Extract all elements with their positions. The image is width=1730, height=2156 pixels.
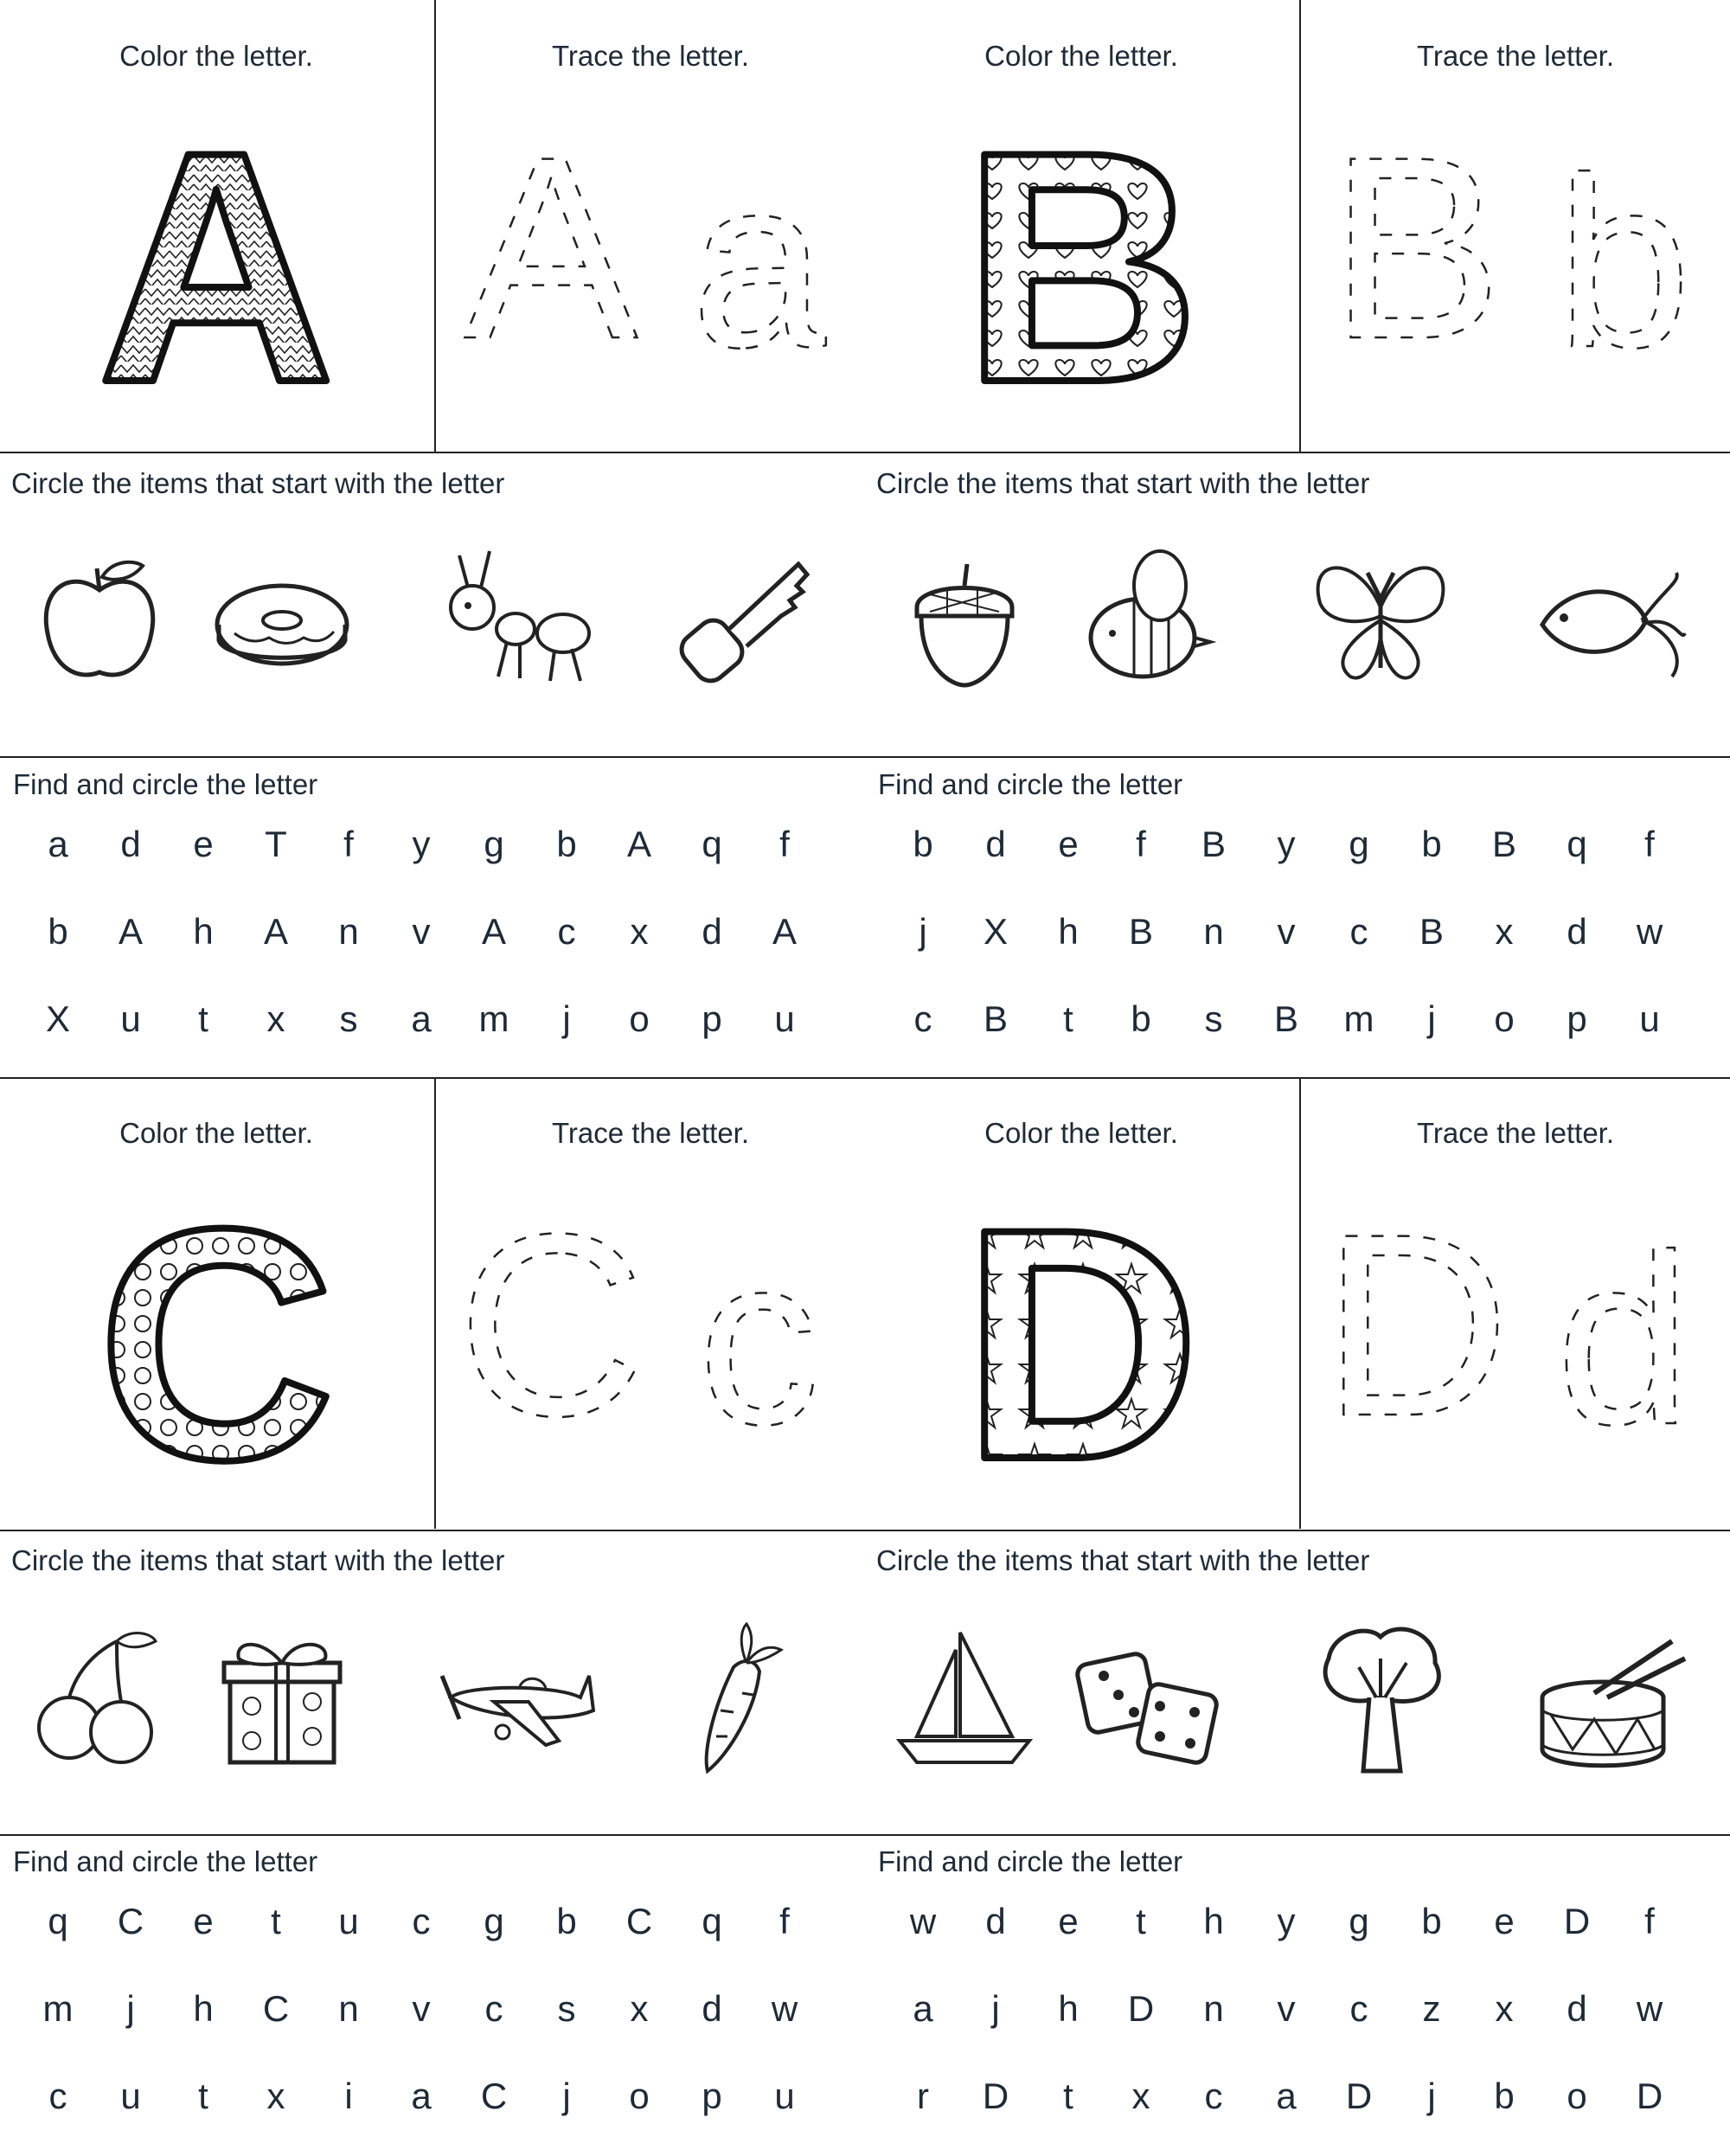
grid-letter[interactable]: s — [557, 1988, 576, 2029]
grid-letter[interactable]: j — [991, 1988, 1000, 2029]
grid-letter[interactable]: x — [1495, 911, 1514, 952]
grid-letter[interactable]: q — [702, 1901, 722, 1941]
grid-letter[interactable]: s — [339, 998, 358, 1039]
grid-letter[interactable]: D — [982, 2076, 1009, 2116]
color-instruction: Color the letter. — [984, 40, 1178, 72]
grid-letter[interactable]: h — [1058, 1988, 1079, 2029]
grid-letter[interactable]: v — [412, 1988, 431, 2029]
grid-letter[interactable]: X — [983, 911, 1008, 952]
grid-letter[interactable]: q — [48, 1901, 68, 1941]
grid-letter[interactable]: y — [1277, 824, 1296, 864]
grid-letter[interactable]: a — [1276, 2076, 1297, 2116]
grid-letter[interactable]: w — [909, 1901, 937, 1941]
grid-letter[interactable]: t — [198, 998, 208, 1039]
grid-letter[interactable]: f — [1644, 824, 1655, 864]
grid-letter[interactable]: b — [1131, 998, 1151, 1039]
grid-letter[interactable]: A — [263, 911, 288, 952]
grid-letter[interactable]: b — [556, 1901, 577, 1941]
grid-letter[interactable]: d — [985, 1901, 1006, 1941]
grid-letter[interactable]: b — [556, 824, 577, 864]
grid-letter[interactable]: d — [702, 911, 722, 952]
grid-letter[interactable]: c — [484, 1988, 503, 2029]
grid-letter[interactable]: c — [913, 998, 932, 1039]
grid-letter[interactable]: g — [1349, 1901, 1369, 1941]
grid-letter[interactable]: t — [271, 1901, 281, 1941]
grid-letter[interactable]: d — [120, 824, 141, 864]
trace-letters-d[interactable] — [1299, 1077, 1730, 1529]
grid-letter[interactable]: t — [1063, 998, 1073, 1039]
grid-letter[interactable]: n — [338, 1988, 359, 2029]
outlined-letter-d: D — [962, 1160, 1201, 1528]
grid-letter[interactable]: d — [702, 1988, 722, 2029]
grid-letter[interactable]: h — [1058, 911, 1079, 952]
grid-letter[interactable]: B — [983, 998, 1008, 1039]
big-letter-a[interactable] — [0, 0, 432, 452]
dashed-uppercase-b: B — [1329, 102, 1503, 393]
acorn-icon[interactable] — [882, 538, 1047, 703]
bee-icon[interactable] — [1065, 538, 1229, 703]
grid-letter[interactable]: u — [1639, 998, 1660, 1039]
grid-letter[interactable]: j — [562, 2076, 571, 2116]
dashed-uppercase-a: A — [464, 102, 638, 393]
trace-instruction: Trace the letter. — [551, 40, 750, 72]
trace-letter-c-cell — [434, 1077, 867, 1527]
grid-letter[interactable]: d — [985, 824, 1006, 864]
grid-letter[interactable]: b — [1494, 2076, 1515, 2116]
grid-letter[interactable]: p — [1567, 998, 1587, 1039]
grid-letter[interactable]: x — [266, 2076, 285, 2116]
grid-letter[interactable]: c — [1204, 2076, 1223, 2116]
grid-letter[interactable]: D — [1345, 2076, 1373, 2116]
big-letter-c[interactable] — [0, 1077, 432, 1529]
grid-letter[interactable]: r — [917, 2076, 929, 2116]
letter-grid-d — [865, 1833, 1730, 2153]
color-letter-c-cell — [0, 1077, 432, 1527]
trace-letters-c[interactable] — [434, 1077, 867, 1529]
dashed-uppercase-d: D — [1322, 1179, 1510, 1470]
grid-letter[interactable]: B — [1201, 824, 1226, 864]
trace-instruction: Trace the letter. — [1416, 1117, 1615, 1149]
grid-letter[interactable]: f — [779, 824, 790, 864]
grid-letter[interactable]: h — [193, 911, 214, 952]
dashed-uppercase-c: C — [457, 1179, 645, 1470]
grid-letter[interactable]: y — [1277, 1901, 1296, 1941]
grid-letter[interactable]: e — [1058, 1901, 1079, 1941]
grid-letter[interactable]: B — [1128, 911, 1153, 952]
grid-letter[interactable]: A — [626, 824, 651, 864]
circle-items-instruction: Circle the items that start with the letter — [11, 1544, 505, 1576]
dashed-lowercase-c: c — [698, 1205, 819, 1475]
grid-letter[interactable]: m — [478, 998, 509, 1039]
big-letter-b[interactable] — [865, 0, 1298, 452]
grid-letter[interactable]: g — [484, 1901, 504, 1941]
grid-letter[interactable]: b — [913, 824, 933, 864]
grid-letter[interactable]: q — [1567, 824, 1587, 864]
apple-icon[interactable] — [17, 538, 182, 703]
color-letter-b-cell — [865, 0, 1298, 450]
grid-letter[interactable]: x — [630, 1988, 649, 2029]
grid-letter[interactable]: e — [193, 1901, 214, 1941]
find-letter-instruction: Find and circle the letter — [13, 1845, 318, 1877]
big-letter-d[interactable] — [865, 1077, 1298, 1529]
grid-letter[interactable]: x — [630, 911, 649, 952]
grid-letter[interactable]: a — [48, 824, 68, 864]
grid-letter[interactable]: u — [120, 998, 141, 1039]
grid-letter[interactable]: d — [1567, 911, 1587, 952]
color-letter-d-cell — [865, 1077, 1298, 1527]
grid-letter[interactable]: h — [1203, 1901, 1224, 1941]
gift-icon[interactable] — [200, 1615, 364, 1780]
grid-letter[interactable]: g — [484, 824, 504, 864]
grid-letter[interactable]: b — [48, 911, 68, 952]
find-letter-instruction: Find and circle the letter — [878, 1845, 1183, 1877]
trace-instruction: Trace the letter. — [1416, 40, 1615, 72]
trace-letter-a-cell — [434, 0, 867, 450]
grid-letter[interactable]: p — [702, 998, 722, 1039]
grid-letter[interactable]: i — [344, 2076, 353, 2116]
grid-letter[interactable]: j — [562, 998, 571, 1039]
grid-letter[interactable]: o — [1567, 2076, 1587, 2116]
grid-letter[interactable]: e — [1494, 1901, 1515, 1941]
carrot-icon[interactable] — [660, 1615, 824, 1780]
grid-letter[interactable]: m — [42, 1988, 74, 2029]
grid-letter[interactable]: X — [45, 998, 70, 1039]
grid-letter[interactable]: B — [1491, 824, 1516, 864]
grid-letter[interactable]: x — [1495, 1988, 1514, 2029]
grid-letter[interactable]: h — [193, 1988, 214, 2029]
grid-letter[interactable]: g — [1349, 824, 1369, 864]
butterfly-icon[interactable] — [1298, 538, 1463, 703]
grid-letter[interactable]: j — [1427, 998, 1436, 1039]
letter-grid-b — [865, 756, 1730, 1076]
circle-items-instruction: Circle the items that start with the letter — [876, 1544, 1370, 1576]
grid-letter[interactable]: B — [1419, 911, 1444, 952]
grid-letter[interactable]: p — [702, 2076, 722, 2116]
grid-letter[interactable]: n — [1203, 911, 1224, 952]
fish-icon[interactable] — [1525, 538, 1689, 703]
grid-letter[interactable]: a — [411, 998, 432, 1039]
grid-letter[interactable]: c — [48, 2076, 67, 2116]
grid-letter[interactable]: C — [262, 1988, 290, 2029]
grid-letter[interactable]: u — [774, 998, 795, 1039]
outlined-letter-a: A — [97, 83, 336, 451]
grid-letter[interactable]: c — [412, 1901, 431, 1941]
grid-letter[interactable]: t — [198, 2076, 208, 2116]
grid-letter[interactable]: w — [771, 1988, 798, 2029]
grid-letter[interactable]: B — [1273, 998, 1298, 1039]
grid-letter[interactable]: e — [1058, 824, 1079, 864]
grid-letter[interactable]: y — [412, 824, 431, 864]
grid-letter[interactable]: v — [1277, 1988, 1296, 2029]
color-letter-a-cell — [0, 0, 432, 450]
grid-letter[interactable]: t — [1136, 1901, 1146, 1941]
find-letter-instruction: Find and circle the letter — [878, 768, 1183, 800]
grid-letter[interactable]: f — [1136, 824, 1146, 864]
grid-letter[interactable]: j — [1427, 2076, 1436, 2116]
grid-letter[interactable]: A — [481, 911, 506, 952]
grid-letter[interactable]: a — [913, 1988, 933, 2029]
grid-letter[interactable]: D — [1636, 2076, 1663, 2116]
circle-items-instruction: Circle the items that start with the letter — [876, 467, 1370, 499]
airplane-icon[interactable] — [433, 1615, 598, 1780]
dashed-lowercase-b: b — [1556, 128, 1691, 398]
grid-letter[interactable]: D — [1127, 1988, 1155, 2029]
color-instruction: Color the letter. — [119, 40, 313, 72]
grid-letter[interactable]: f — [1644, 1901, 1655, 1941]
trace-letters-b[interactable] — [1299, 0, 1730, 452]
grid-letter[interactable]: A — [772, 911, 797, 952]
grid-letter[interactable]: u — [120, 2076, 141, 2116]
grid-letter[interactable]: C — [480, 2076, 508, 2116]
outlined-letter-b: B — [962, 83, 1201, 451]
grid-letter[interactable]: f — [779, 1901, 790, 1941]
grid-letter[interactable]: x — [266, 998, 285, 1039]
color-instruction: Color the letter. — [119, 1117, 313, 1149]
color-instruction: Color the letter. — [984, 1117, 1178, 1149]
grid-letter[interactable]: u — [774, 2076, 795, 2116]
grid-letter[interactable]: z — [1422, 1988, 1441, 2029]
grid-letter[interactable]: v — [412, 911, 431, 952]
grid-letter[interactable]: j — [919, 911, 927, 952]
grid-letter[interactable]: a — [411, 2076, 432, 2116]
donut-icon[interactable] — [200, 538, 364, 703]
divider-line — [0, 452, 1730, 453]
circle-items-instruction: Circle the items that start with the letter — [11, 467, 505, 499]
grid-letter[interactable]: T — [265, 824, 287, 864]
grid-letter[interactable]: d — [1567, 1988, 1587, 2029]
grid-letter[interactable]: o — [1494, 998, 1515, 1039]
divider-line — [0, 1530, 1730, 1531]
cherry-icon[interactable] — [17, 1615, 182, 1780]
grid-letter[interactable]: o — [629, 2076, 650, 2116]
ant-icon[interactable] — [433, 538, 598, 703]
grid-letter[interactable]: c — [1349, 911, 1368, 952]
grid-letter[interactable]: s — [1204, 998, 1223, 1039]
grid-letter[interactable]: x — [1131, 2076, 1150, 2116]
grid-letter[interactable]: D — [1563, 1901, 1591, 1941]
grid-letter[interactable]: A — [118, 911, 143, 952]
tree-icon[interactable] — [1298, 1615, 1463, 1780]
grid-letter[interactable]: b — [1421, 824, 1442, 864]
grid-letter[interactable]: t — [1063, 2076, 1073, 2116]
grid-letter[interactable]: v — [1277, 911, 1296, 952]
dashed-lowercase-a: a — [691, 128, 826, 398]
outlined-letter-c: C — [97, 1160, 336, 1528]
trace-letter-b-cell — [1299, 0, 1730, 450]
grid-letter[interactable]: o — [629, 998, 650, 1039]
trace-letter-d-cell — [1299, 1077, 1730, 1527]
grid-letter[interactable]: m — [1343, 998, 1374, 1039]
sailboat-icon[interactable] — [882, 1615, 1047, 1780]
dashed-lowercase-d: d — [1556, 1205, 1691, 1475]
grid-letter[interactable]: n — [1203, 1988, 1224, 2029]
grid-letter[interactable]: n — [338, 911, 359, 952]
grid-letter[interactable]: c — [1349, 1988, 1368, 2029]
grid-letter[interactable]: C — [117, 1901, 144, 1941]
drum-icon[interactable] — [1525, 1615, 1689, 1780]
grid-letter[interactable]: b — [1421, 1901, 1442, 1941]
grid-letter[interactable]: f — [343, 824, 354, 864]
trace-letters-a[interactable] — [434, 0, 867, 452]
dice-icon[interactable] — [1065, 1615, 1229, 1780]
grid-letter[interactable]: w — [1636, 911, 1663, 952]
trace-instruction: Trace the letter. — [551, 1117, 750, 1149]
find-letter-instruction: Find and circle the letter — [13, 768, 318, 800]
grid-letter[interactable]: q — [702, 824, 722, 864]
grid-letter[interactable]: e — [193, 824, 214, 864]
grid-letter[interactable]: c — [557, 911, 576, 952]
grid-letter[interactable]: j — [126, 1988, 135, 2029]
grid-letter[interactable]: u — [338, 1901, 359, 1941]
grid-letter[interactable]: w — [1636, 1988, 1663, 2029]
key-icon[interactable] — [660, 538, 824, 703]
letter-grid-a — [0, 756, 865, 1076]
grid-letter[interactable]: C — [625, 1901, 653, 1941]
letter-grid-c — [0, 1833, 865, 2153]
